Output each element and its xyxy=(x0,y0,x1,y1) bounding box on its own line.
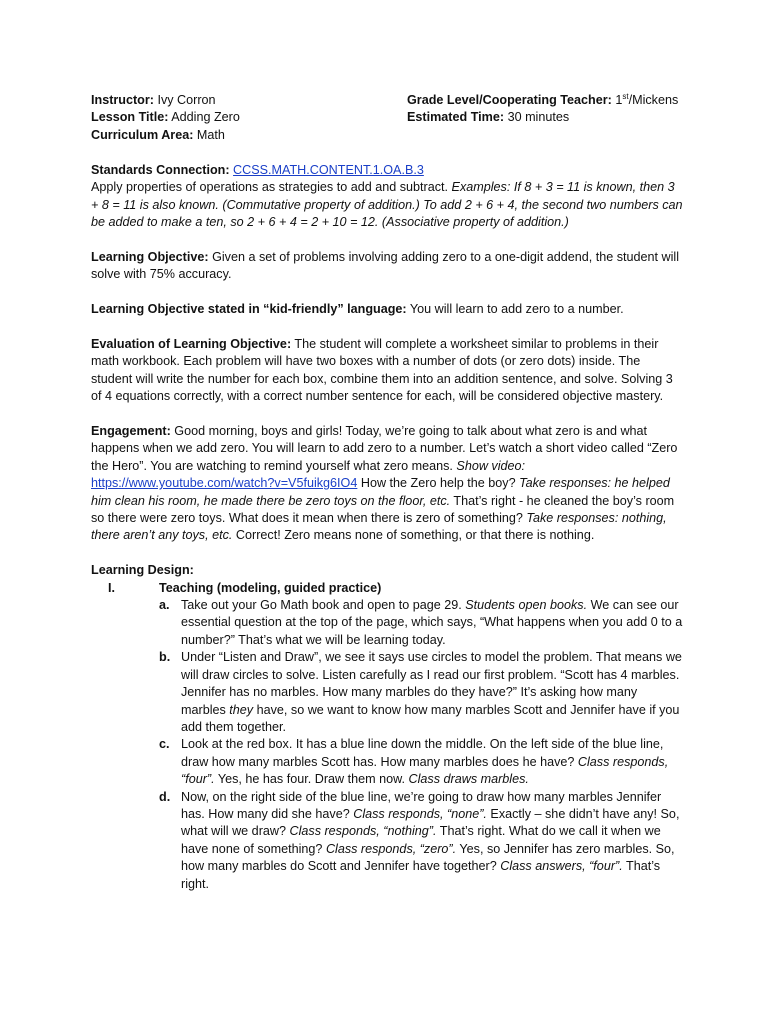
lesson-title-line xyxy=(91,109,391,126)
curriculum-line xyxy=(91,127,391,144)
evaluation-text: The student will complete a worksheet similar to problems in their math workbook. Each problem will have two boxes with a number of dots (or zero dots) inside. The student will write the number for each box, combine them into an addition sentence, and solve. Solving 3 of 4 equations correctly, with a correct number sentence for each, will be considered objective mastery. xyxy=(91,337,673,404)
grade-superscript: st xyxy=(622,91,629,101)
step-c xyxy=(91,736,683,788)
step-c-italic-1: Class responds, “four”. xyxy=(181,754,669,787)
objective-section xyxy=(91,249,683,284)
step-d-text-4: Yes, so Jennifer has zero marbles. So, how many marbles do Scott and Jennifer have together? xyxy=(181,841,675,874)
standards-examples: Examples: If 8 + 3 = 11 is known, then 3 + 8 = 11 is also known. (Commutative property of addition.) To add 2 + 6 + 4, the second two numbers can be added to make a ten, so 2 + 6 + 4 = 2 + 10 = 12. (Associative property of addition.) xyxy=(91,180,683,230)
step-c-italic-2: Class draws marbles. xyxy=(408,772,529,787)
engagement-text-3: That’s right - he cleaned the boy’s room so there were zero toys. What does it mean when there is zero of something? xyxy=(91,493,675,526)
evaluation-section xyxy=(91,336,683,406)
instructor-value: Ivy Corron xyxy=(157,93,216,107)
step-d-letter: d. xyxy=(159,789,171,804)
time-line xyxy=(407,109,707,126)
lesson-title-value: Adding Zero xyxy=(171,110,240,125)
curriculum-value: Math xyxy=(196,127,225,142)
learning-design-section xyxy=(91,562,683,893)
teaching-steps xyxy=(91,597,683,893)
learning-design-label: Learning Design: xyxy=(91,563,194,578)
engagement-text-1: Good morning, boys and girls! Today, we’re going to talk about what zero is and what happens when we add zero. You will learn to add zero to a number. Let’s watch a short video called “Zero the Hero”. You are watching to remind yourself what zero means. xyxy=(91,424,678,473)
lesson-title-label: Lesson Title: xyxy=(91,110,169,125)
step-c-text-1: Look at the red box. It has a blue line down the middle. On the left side of the blue line, draw how many marbles Scott has. How many marbles does he have? xyxy=(181,737,664,769)
grade-label: Grade Level/Cooperating Teacher: xyxy=(407,93,612,107)
step-d xyxy=(91,789,683,893)
engagement-text-4: Correct! Zero means none of something, or that there is nothing. xyxy=(235,528,595,543)
step-d-text-1: Now, on the right side of the blue line, we’re going to draw how many marbles Jennifer has. How many did she have? xyxy=(181,789,662,821)
step-c-letter: c. xyxy=(159,737,170,752)
step-d-italic-4: Class answers, “four”. xyxy=(500,859,623,874)
roman-numeral: I. xyxy=(108,580,115,595)
objective-label: Learning Objective: xyxy=(91,250,209,265)
step-b-italic-1: they xyxy=(229,702,254,717)
objective-text: Given a set of problems involving adding zero to a one-digit addend, the student will solve with 75% accuracy. xyxy=(91,250,680,282)
header-right xyxy=(407,92,707,127)
standards-section xyxy=(91,162,683,232)
lesson-body xyxy=(91,162,683,893)
step-d-text-3: That’s right. What do we call it when we have none of something? xyxy=(181,824,661,856)
standards-text: Apply properties of operations as strategies to add and subtract. xyxy=(91,180,449,195)
step-d-text-5: That’s right. xyxy=(181,859,661,891)
step-b-letter: b. xyxy=(159,650,171,665)
step-a-text-2: We can see our essential question at the top of the page, which says, “What happens when you add 0 to a number?” That’s what we will be learning today. xyxy=(181,598,683,647)
step-b-text-1: Under “Listen and Draw”, we see it says use circles to model the problem. That means we will draw circles to solve. Listen carefully as I read our first problem. “Scott has 4 marbles. Jennifer has no marbles. How many marbles do they have?” It’s asking how many marbles xyxy=(181,650,682,717)
kid-objective-label: Learning Objective stated in “kid-friendly” language: xyxy=(91,302,407,317)
step-d-italic-3: Class responds, “zero”. xyxy=(325,841,457,856)
engagement-text-2: How the Zero help the boy? xyxy=(360,476,516,491)
header-left xyxy=(91,92,391,144)
step-a-letter: a. xyxy=(159,598,170,613)
grade-number: 1 xyxy=(615,93,623,107)
step-a-text-1: Take out your Go Math book and open to page 29. xyxy=(181,598,462,613)
instructor-label: Instructor: xyxy=(91,93,154,107)
engagement-italic-3: Take responses: nothing, there aren’t any toys, etc. xyxy=(91,511,667,543)
teaching-heading xyxy=(91,580,683,597)
engagement-italic-2: Take responses: he helped him clean his room, he made there be zero toys on the floor, etc. xyxy=(91,476,670,508)
kid-objective-section xyxy=(91,301,683,318)
engagement-section xyxy=(91,423,683,545)
grade-line xyxy=(407,92,707,109)
standards-label: Standards Connection: xyxy=(91,163,230,177)
step-a-italic-1: Students open books. xyxy=(465,598,588,613)
grade-teacher: /Mickens xyxy=(628,93,679,107)
step-c-text-2: Yes, he has four. Draw them now. xyxy=(217,772,406,787)
step-d-italic-1: Class responds, “none”. xyxy=(353,806,487,821)
time-label: Estimated Time: xyxy=(407,110,505,125)
instructor-line xyxy=(91,92,391,109)
step-b xyxy=(91,649,683,736)
curriculum-label: Curriculum Area: xyxy=(91,127,194,142)
engagement-label: Engagement: xyxy=(91,424,171,439)
teaching-title: Teaching (modeling, guided practice) xyxy=(159,580,382,595)
standards-link[interactable]: CCSS.MATH.CONTENT.1.OA.B.3 xyxy=(233,163,424,177)
evaluation-label: Evaluation of Learning Objective: xyxy=(91,337,292,352)
time-value: 30 minutes xyxy=(507,110,570,125)
engagement-italic-1: Show video: xyxy=(456,458,526,473)
step-d-italic-2: Class responds, “nothing”. xyxy=(289,824,437,839)
step-a xyxy=(91,597,683,649)
kid-objective-text: You will learn to add zero to a number. xyxy=(409,302,624,317)
step-b-text-2: have, so we want to know how many marbles Scott and Jennifer have if you add them together. xyxy=(181,702,680,734)
video-link[interactable]: https://www.youtube.com/watch?v=V5fuikg6IO4 xyxy=(91,476,358,491)
step-d-text-2: Exactly – she didn’t have any! So, what will we draw? xyxy=(181,806,680,839)
